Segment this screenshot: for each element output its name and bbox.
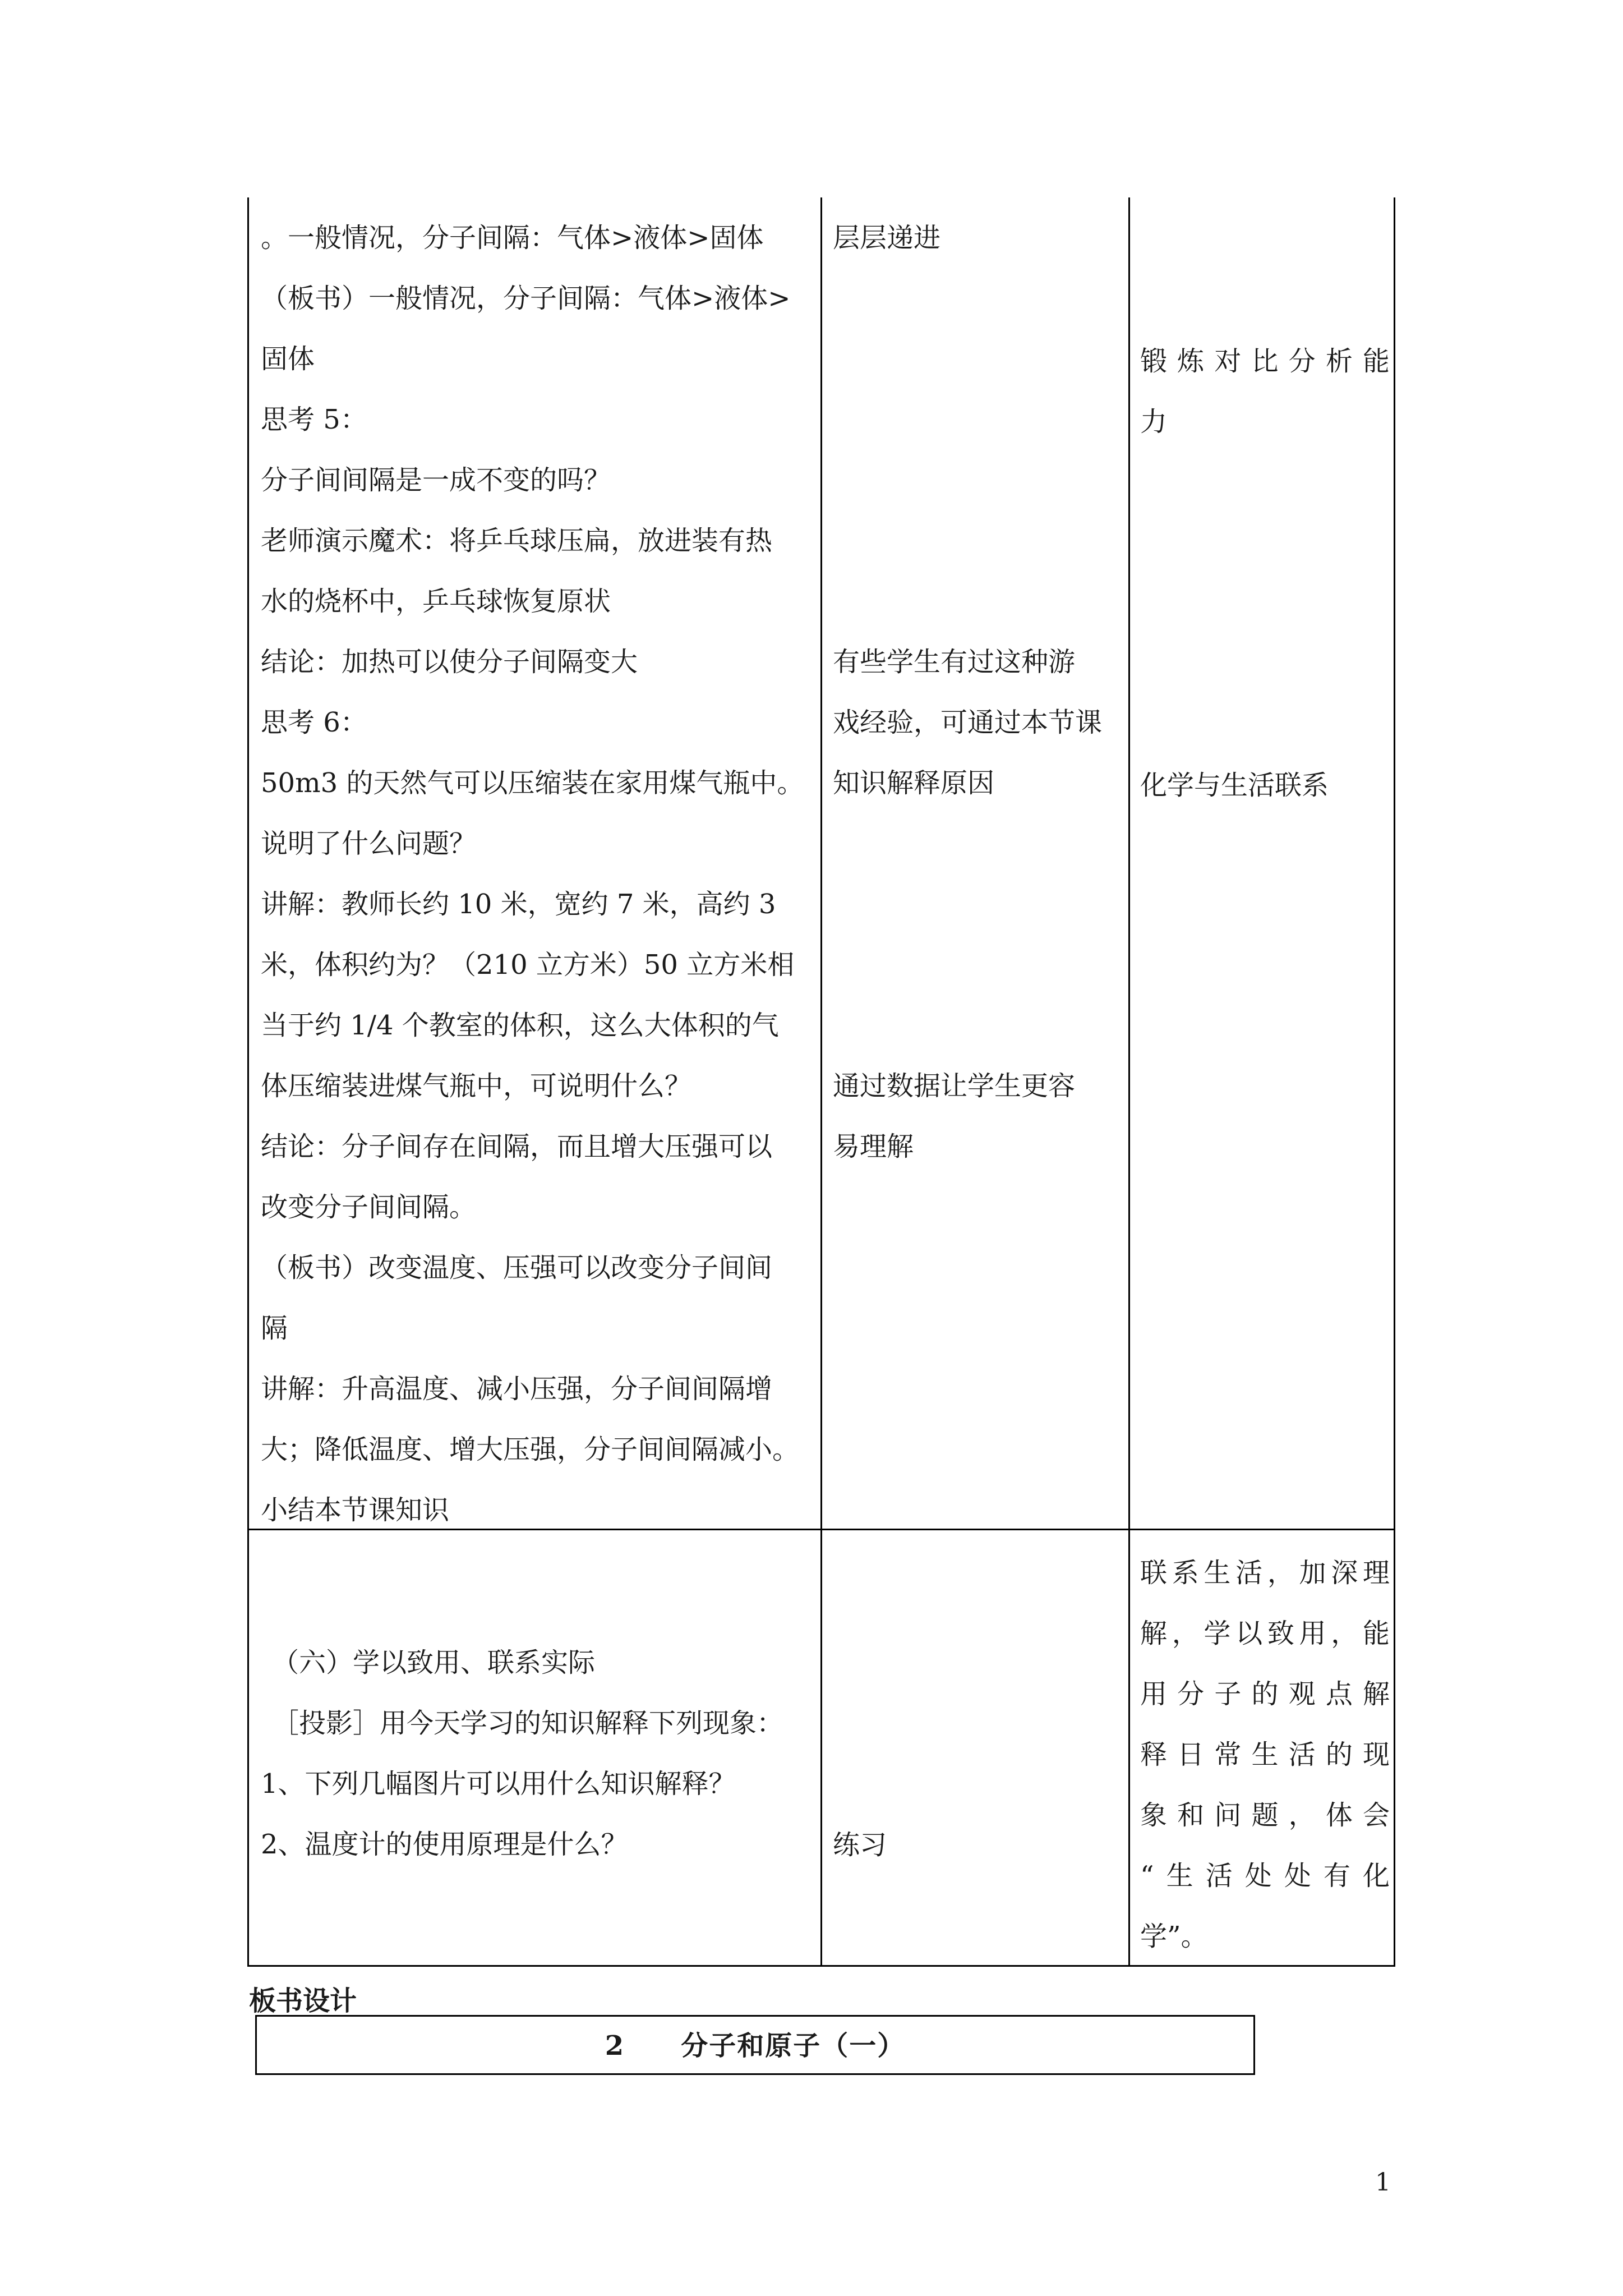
text-line: 隔	[261, 1313, 288, 1344]
intent-line: 锻炼对比分析能	[1140, 346, 1390, 377]
intent-line: 学”。	[1140, 1921, 1208, 1952]
text-line: 思考 6：	[261, 707, 367, 738]
board-design-heading: 板书设计	[249, 1985, 357, 2017]
text-line: ［投影］用今天学习的知识解释下列现象：	[272, 1708, 784, 1739]
note-line: 通过数据让学生更容	[833, 1070, 1076, 1102]
row1-process-cell	[261, 208, 816, 1540]
table-divider-1	[820, 197, 822, 1967]
note-line: 戏经验，可通过本节课	[833, 707, 1103, 738]
intent-line: 力	[1140, 406, 1168, 438]
text-line: 结论：分子间存在间隔，而且增大压强可以	[261, 1131, 773, 1162]
text-line: （板书）改变温度、压强可以改变分子间间	[261, 1252, 773, 1283]
text-line: 思考 5：	[261, 404, 367, 435]
row2-process-cell	[261, 1632, 816, 1875]
board-design-box	[255, 2015, 1255, 2075]
intent-line: “生活处处有化	[1140, 1860, 1390, 1892]
text-line: 当于约 1/4 个教室的体积，这么大体积的气	[261, 1010, 779, 1041]
text-line: （板书）一般情况，分子间隔：气体>液体>	[261, 283, 791, 314]
text-line: 固体	[261, 343, 315, 375]
intent-line: 联系生活，加深理	[1140, 1557, 1390, 1589]
text-line: 2、温度计的使用原理是什么？	[261, 1829, 628, 1860]
note-line: 层层递进	[833, 222, 941, 254]
text-line: 结论：加热可以使分子间隔变大	[261, 646, 638, 678]
text-line: 讲解：升高温度、减小压强，分子间间隔增	[261, 1373, 773, 1405]
text-line: 小结本节课知识	[261, 1494, 450, 1526]
text-line: 老师演示魔术：将乒乓球压扁，放进装有热	[261, 525, 773, 556]
intent-line: 用分子的观点解	[1140, 1678, 1390, 1710]
board-design-title: 2 分子和原子（一）	[605, 2030, 906, 2062]
text-line: 分子间间隔是一成不变的吗？	[261, 464, 611, 496]
text-line: 米，体积约为？（210 立方米）50 立方米相	[261, 949, 795, 981]
note-line: 练习	[833, 1829, 887, 1861]
row1-notes-cell	[833, 208, 1124, 1177]
page-number: 1	[1375, 2168, 1391, 2197]
text-line: （六）学以致用、联系实际	[272, 1647, 596, 1678]
table-divider-2	[1128, 197, 1130, 1967]
intent-line: 解，学以致用，能	[1140, 1618, 1390, 1649]
table-border-left	[247, 197, 249, 1967]
text-line: 说明了什么问题？	[261, 828, 477, 859]
note-line: 有些学生有过这种游	[833, 646, 1076, 678]
note-line: 易理解	[833, 1131, 914, 1162]
note-line: 知识解释原因	[833, 767, 995, 799]
row1-intent-cell	[1140, 331, 1390, 816]
row2-notes-cell	[833, 1815, 1124, 1875]
text-line: 。一般情况，分子间隔：气体>液体>固体	[261, 222, 764, 254]
text-line: 水的烧杯中，乒乓球恢复原状	[261, 586, 611, 617]
row2-intent-cell	[1140, 1543, 1390, 1967]
intent-line: 象和问题，体会	[1140, 1800, 1390, 1831]
text-line: 1、下列几幅图片可以用什么知识解释？	[261, 1768, 736, 1800]
text-line: 体压缩装进煤气瓶中，可说明什么？	[261, 1070, 692, 1102]
table-border-right	[1394, 197, 1395, 1967]
text-line: 改变分子间间隔。	[261, 1191, 477, 1223]
text-line: 大；降低温度、增大压强，分子间间隔减小。	[261, 1434, 800, 1465]
intent-line: 化学与生活联系	[1140, 770, 1329, 801]
text-line: 50m3 的天然气可以压缩装在家用煤气瓶中。	[261, 767, 804, 799]
text-line: 讲解：教师长约 10 米，宽约 7 米，高约 3	[261, 889, 776, 920]
intent-line: 释日常生活的现	[1140, 1739, 1390, 1770]
